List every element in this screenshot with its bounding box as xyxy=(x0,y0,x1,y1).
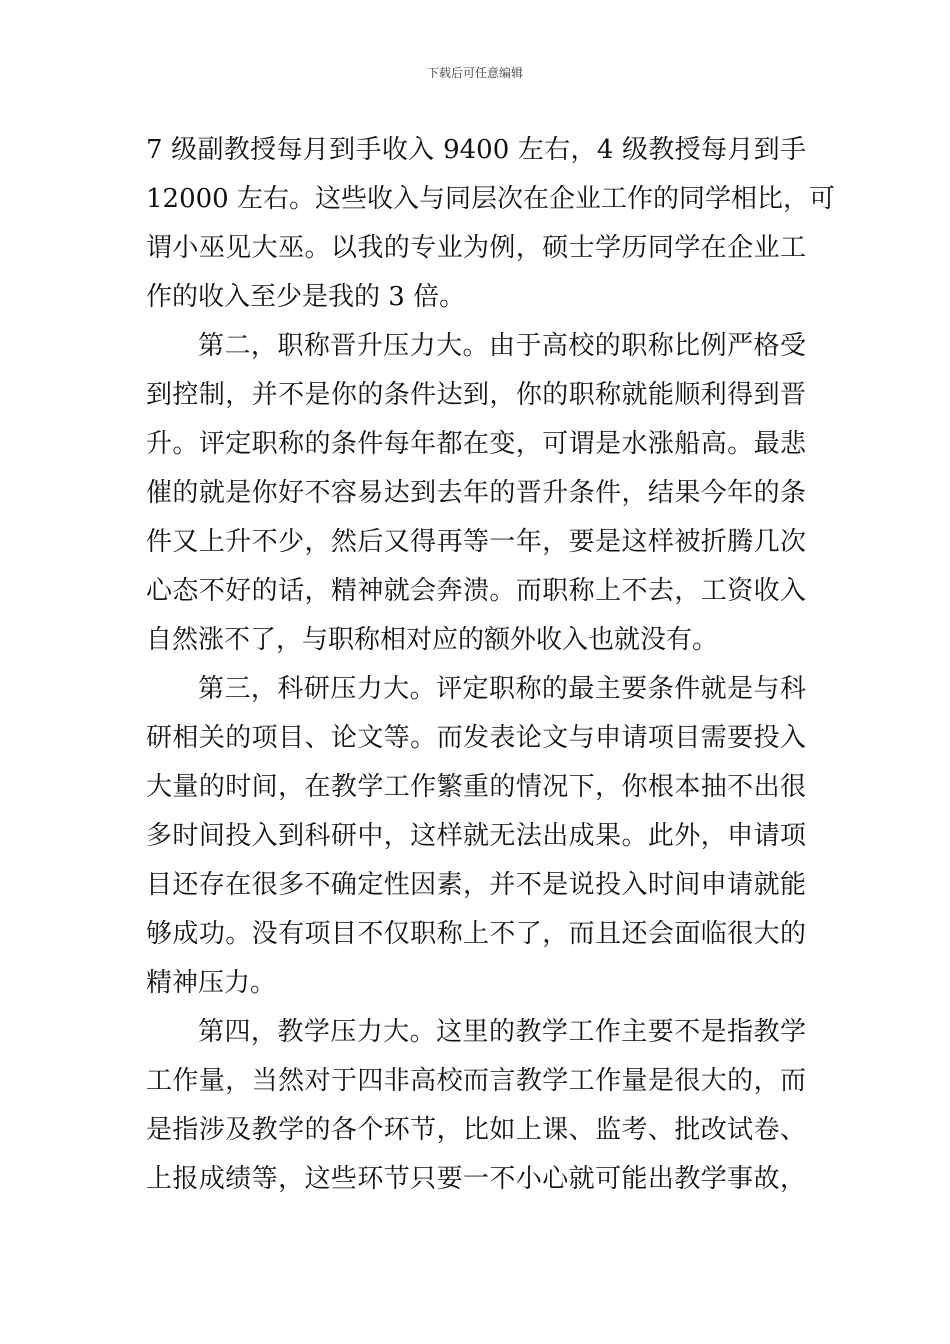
text-line: 精神压力。 xyxy=(146,968,277,998)
text-line: 第三，科研压力大。评定职称的最主要条件就是与科 xyxy=(198,674,806,704)
text-line: 到控制，并不是你的条件达到，你的职称就能顺利得到晋 xyxy=(146,380,806,410)
text-line: 件又上升不少，然后又得再等一年，要是这样被折腾几次 xyxy=(146,527,806,557)
paragraph xyxy=(146,126,835,322)
text-line: 谓小巫见大巫。以我的专业为例，硕士学历同学在企业工 xyxy=(146,233,806,263)
text-line: 工作量，当然对于四非高校而言教学工作量是很大的，而 xyxy=(146,1066,806,1096)
text-line: 上报成绩等，这些环节只要一不小心就可能出教学事故， xyxy=(146,1164,806,1194)
text-line: 升。评定职称的条件每年都在变，可谓是水涨船高。最悲 xyxy=(146,429,806,459)
text-line: 目还存在很多不确定性因素，并不是说投入时间申请就能 xyxy=(146,870,806,900)
paragraph xyxy=(146,322,806,665)
text-line: 7 级副教授每月到手收入 9400 左右，4 级教授每月到手 xyxy=(146,135,806,165)
text-line: 催的就是你好不容易达到去年的晋升条件，结果今年的条 xyxy=(146,478,806,508)
text-line: 自然涨不了，与职称相对应的额外收入也就没有。 xyxy=(146,625,719,655)
text-line: 12000 左右。这些收入与同层次在企业工作的同学相比，可 xyxy=(146,184,835,214)
paragraph xyxy=(146,665,806,1008)
text-line: 研相关的项目、论文等。而发表论文与申请项目需要投入 xyxy=(146,723,806,753)
text-line: 多时间投入到科研中，这样就无法出成果。此外，申请项 xyxy=(146,821,806,851)
document-body xyxy=(146,126,835,1204)
text-line: 够成功。没有项目不仅职称上不了，而且还会面临很大的 xyxy=(146,919,806,949)
text-line: 作的收入至少是我的 3 倍。 xyxy=(146,282,466,312)
text-line: 第四，教学压力大。这里的教学工作主要不是指教学 xyxy=(198,1017,806,1047)
paragraph xyxy=(146,1008,806,1204)
page-header-note: 下载后可任意编辑 xyxy=(426,66,523,80)
text-line: 心态不好的话，精神就会奔溃。而职称上不去，工资收入 xyxy=(146,576,806,606)
text-line: 第二，职称晋升压力大。由于高校的职称比例严格受 xyxy=(198,331,806,361)
text-line: 大量的时间，在教学工作繁重的情况下，你根本抽不出很 xyxy=(146,772,806,802)
text-line: 是指涉及教学的各个环节，比如上课、监考、批改试卷、 xyxy=(146,1115,806,1145)
